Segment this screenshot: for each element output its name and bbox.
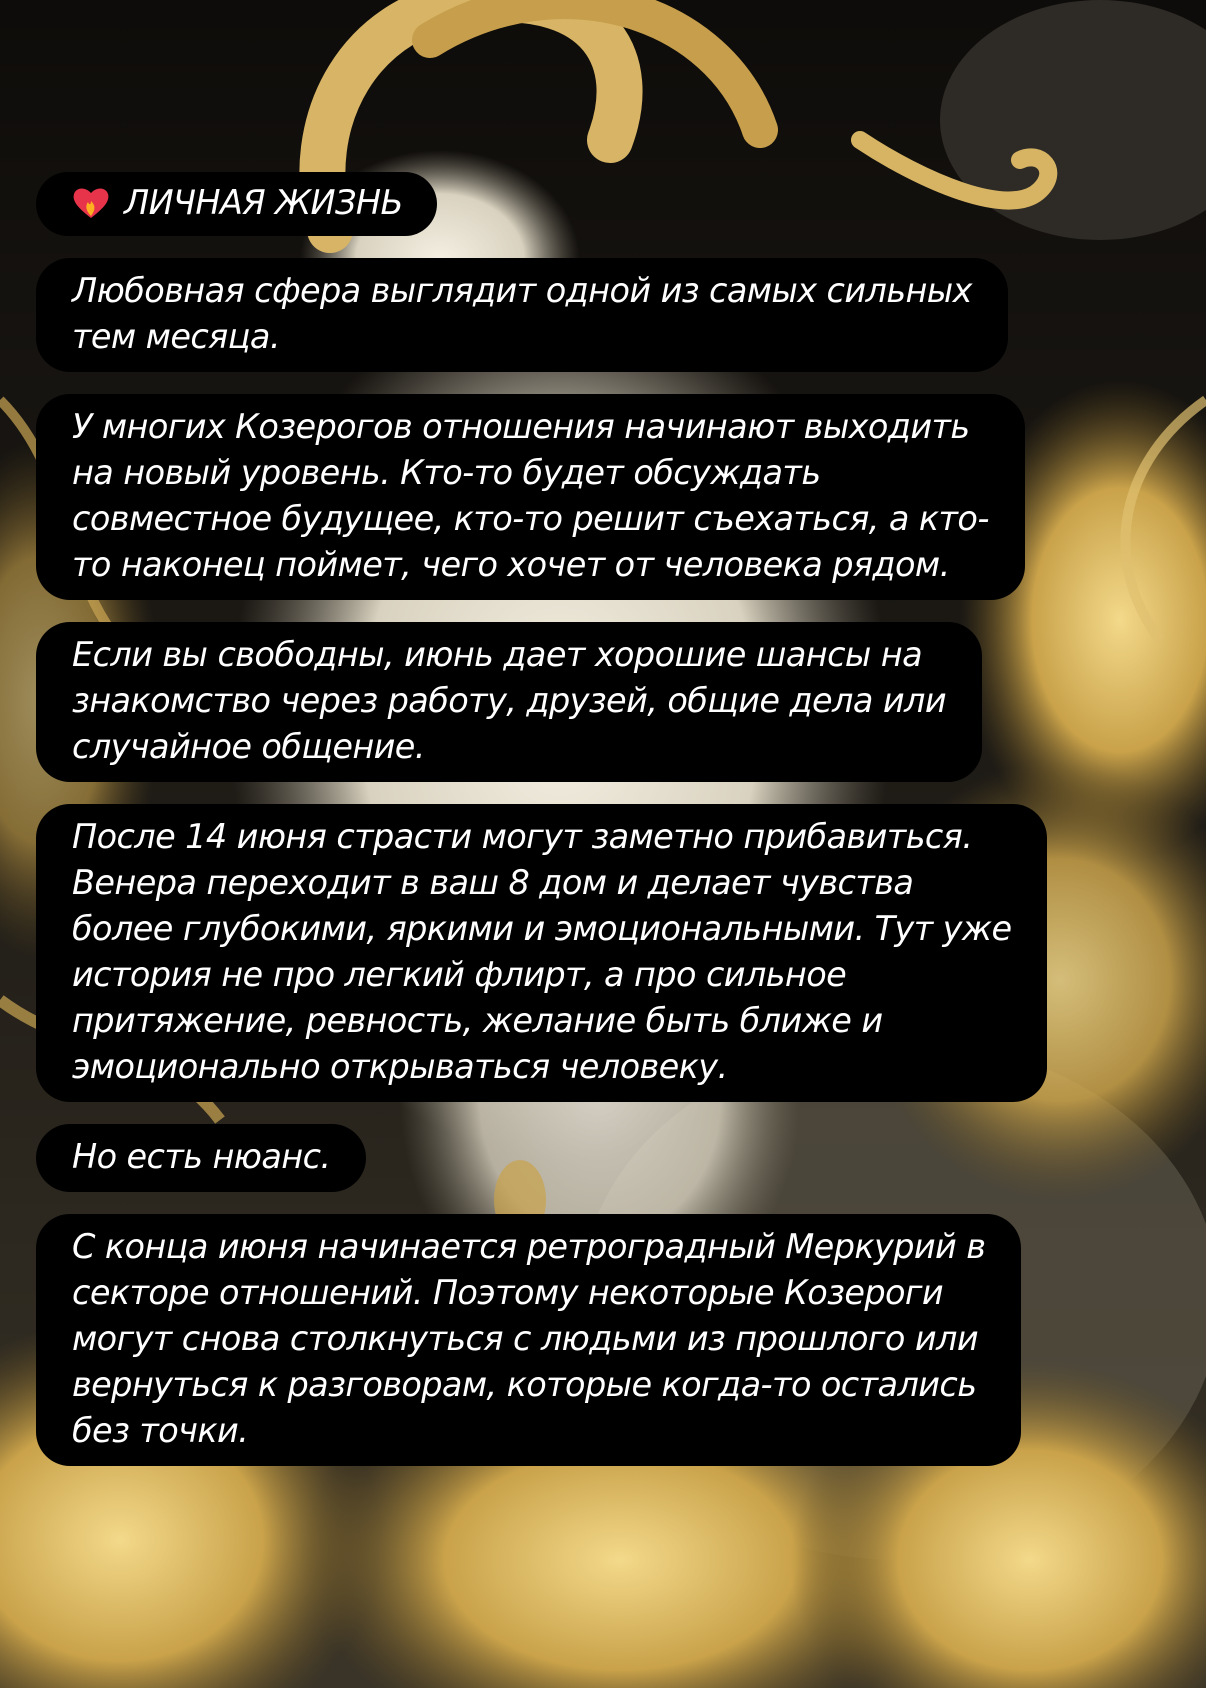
text-line: эмоционально открываться человеку. <box>72 1047 728 1086</box>
content-stack <box>36 172 1176 1488</box>
text-line: После 14 июня страсти могут заметно прибавиться. <box>72 817 973 856</box>
text-line: на новый уровень. Кто-то будет обсуждать <box>72 453 821 492</box>
text-line: без точки. <box>72 1411 249 1450</box>
text-line: притяжение, ревность, желание быть ближе и <box>72 1001 883 1040</box>
paragraph-5 <box>36 1124 366 1192</box>
heading-title: ЛИЧНАЯ ЖИЗНЬ <box>124 183 403 222</box>
text-line: более глубокими, яркими и эмоциональными. Тут уже <box>72 909 1012 948</box>
text-line: совместное будущее, кто-то решит съехаться, а кто- <box>72 499 989 538</box>
text-line: Если вы свободны, июнь дает хорошие шансы на <box>72 635 923 674</box>
text-line: У многих Козерогов отношения начинают выходить <box>72 407 970 446</box>
text-line: секторе отношений. Поэтому некоторые Козероги <box>72 1273 944 1312</box>
text-line: Любовная сфера выглядит одной из самых сильных <box>72 271 972 310</box>
paragraph-3 <box>36 622 982 782</box>
text-line: то наконец поймет, чего хочет от человека рядом. <box>72 545 950 584</box>
text-line: случайное общение. <box>72 727 425 766</box>
paragraph-4 <box>36 804 1047 1102</box>
text-line: могут снова столкнуться с людьми из прошлого или <box>72 1319 979 1358</box>
text-line: вернуться к разговорам, которые когда-то остались <box>72 1365 977 1404</box>
text-line: знакомство через работу, друзей, общие дела или <box>72 681 946 720</box>
text-line: Но есть нюанс. <box>72 1137 331 1176</box>
text-line: тем месяца. <box>72 317 280 356</box>
heading-bubble <box>36 172 437 236</box>
text-line: С конца июня начинается ретроградный Меркурий в <box>72 1227 986 1266</box>
paragraph-6 <box>36 1214 1021 1466</box>
paragraph-2 <box>36 394 1025 600</box>
text-line: история не про легкий флирт, а про сильное <box>72 955 847 994</box>
burning-heart-icon <box>72 186 110 220</box>
paragraph-1 <box>36 258 1008 372</box>
text-line: Венера переходит в ваш 8 дом и делает чувства <box>72 863 914 902</box>
